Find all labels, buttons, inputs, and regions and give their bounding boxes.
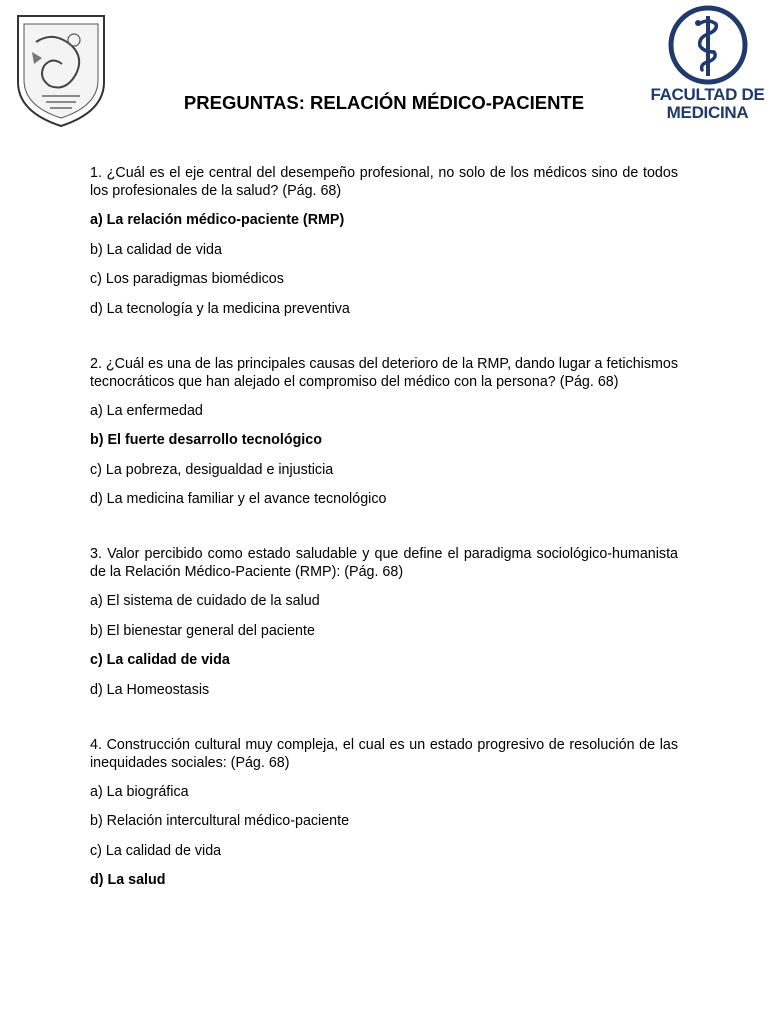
answer-option: a) La enfermedad — [90, 402, 203, 419]
question-text: 1. ¿Cuál es el eje central del desempeño profesional, no solo de los médicos sino de todos los profesionales de la salud? (Pág. 68) — [90, 165, 678, 199]
questions-list — [90, 164, 678, 926]
answer-option: a) El sistema de cuidado de la salud — [90, 593, 320, 609]
answer-option-correct: c) La calidad de vida — [90, 652, 230, 668]
answer-option-correct: b) El fuerte desarrollo tecnológico — [90, 432, 322, 448]
answer-option: d) La medicina familiar y el avance tecnológico — [90, 491, 387, 507]
logo-line2: MEDICINA — [666, 103, 749, 122]
answer-option-correct: d) La salud — [90, 872, 166, 888]
answer-option: a) La biográfica — [90, 783, 189, 800]
question-text: 2. ¿Cuál es una de las principales causas del deterioro de la RMP, dando lugar a fetichismos tecnocráticos que han alejado el compromiso del médico con la persona? (Pág. 68) — [90, 355, 678, 390]
answer-option: b) La calidad de vida — [90, 241, 222, 258]
question-text: 3. Valor percibido como estado saludable y que define el paradigma sociológico-humanista de la Relación Médico-Paciente (RMP): (Pág. 68) — [90, 546, 678, 580]
question-text: 4. Construcción cultural muy compleja, el cual es un estado progresivo de resolución de las inequidades sociales: (Pág. 68) — [90, 736, 678, 771]
caduceus-icon — [668, 4, 748, 86]
logo-line1: FACULTAD DE — [650, 85, 765, 104]
question-block — [90, 736, 678, 890]
answer-option: c) La calidad de vida — [90, 842, 222, 859]
answer-option: d) La tecnología y la medicina preventiva — [90, 300, 350, 317]
answer-option: d) La Homeostasis — [90, 681, 210, 698]
question-block — [90, 355, 678, 509]
question-block — [90, 164, 678, 318]
page-title: PREGUNTAS: RELACIÓN MÉDICO-PACIENTE — [183, 92, 585, 113]
question-block — [90, 545, 678, 699]
answer-option-correct: a) La relación médico-paciente (RMP) — [90, 212, 345, 228]
answer-option: c) Los paradigmas biomédicos — [90, 271, 284, 287]
answer-option: b) Relación intercultural médico-paciente — [90, 813, 350, 829]
answer-option: c) La pobreza, desigualdad e injusticia — [90, 461, 334, 478]
answer-option: b) El bienestar general del paciente — [90, 622, 315, 639]
